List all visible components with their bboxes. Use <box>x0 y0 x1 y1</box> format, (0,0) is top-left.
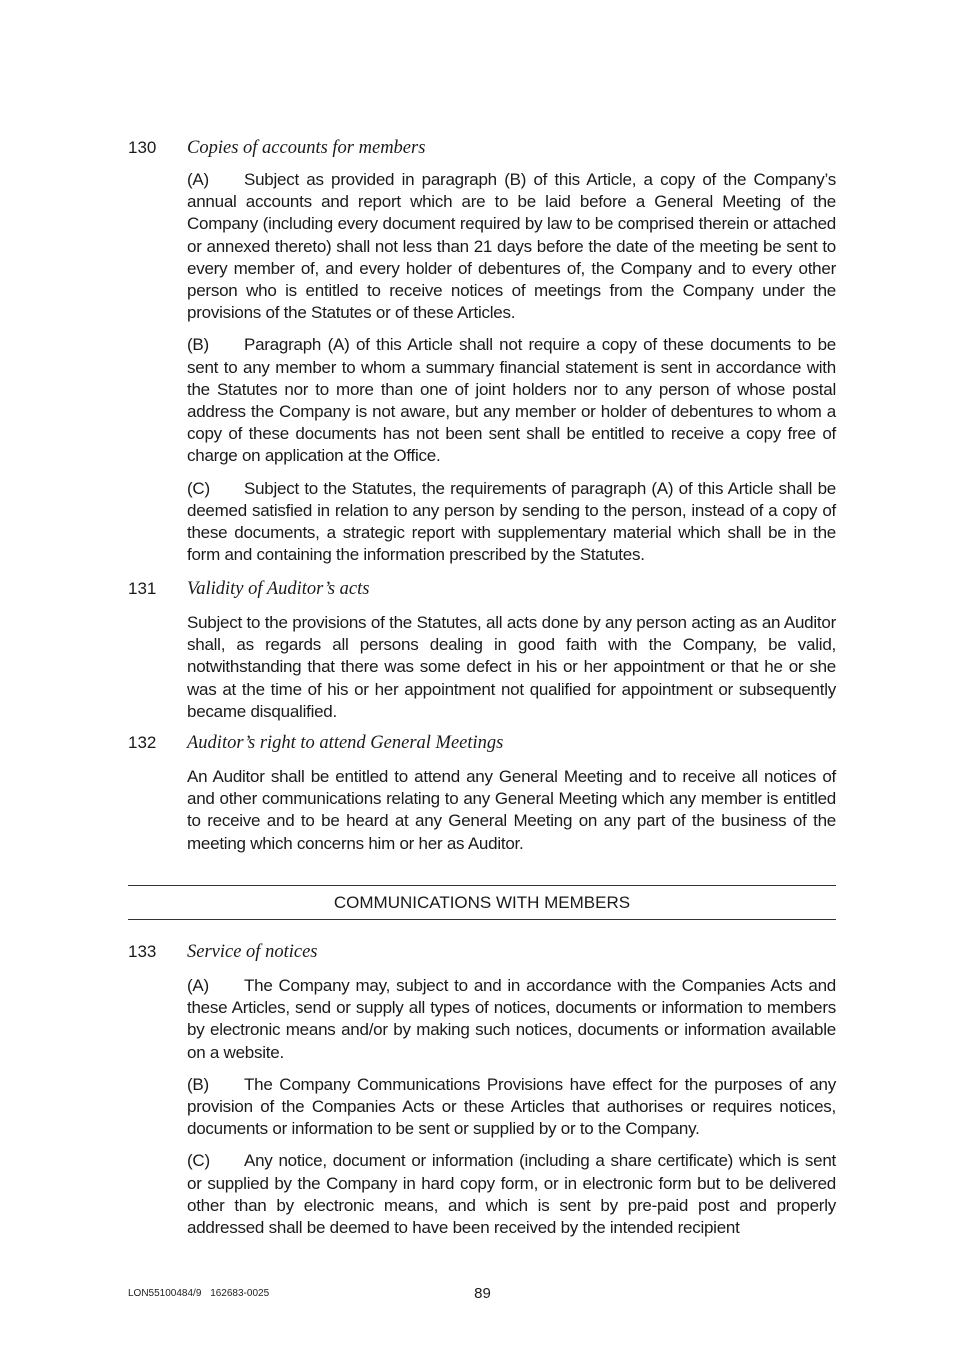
article-number: 131 <box>128 579 157 598</box>
paragraph-text: Subject to the provisions of the Statutes, all acts done by any person acting as an Auditor shall, as regards all persons dealing in good faith with the Company, be valid, notwithstanding that there was some defect in his or her appointment or that he or she was at the time of his or her appointment not qualified for appointment or subsequently became disqualified. <box>187 613 836 721</box>
paragraph-label: (B) <box>187 1074 209 1094</box>
page-number: 89 <box>474 1285 491 1302</box>
article-title: Validity of Auditor’s acts <box>187 579 370 599</box>
section-heading-text: COMMUNICATIONS WITH MEMBERS <box>333 892 631 912</box>
paragraph-a <box>187 169 836 324</box>
article-heading <box>128 579 836 603</box>
article-132 <box>128 733 836 855</box>
paragraph-b <box>187 334 836 467</box>
paragraph-b <box>187 1074 836 1141</box>
paragraph-label: (B) <box>187 335 209 355</box>
article-body <box>187 612 836 723</box>
article-title: Auditor’s right to attend General Meetings <box>187 733 504 753</box>
paragraph-text: Subject as provided in paragraph (B) of this Article, a copy of the Company’s annual accounts and report which are to be laid before a General Meeting of the Company (including every document required by law to be comprised therein or attached or annexed thereto) shall not less than 21 days before the date of the meeting be sent to every member of, and every holder of debentures of, the Company and to every other person who is entitled to receive notices of meetings from the Company under the provisions of the Statutes or of these Articles. <box>187 170 836 323</box>
article-heading <box>128 942 836 966</box>
paragraph-text: The Company Communications Provisions have effect for the purposes of any provision of the Companies Acts or these Articles that authorises or requires notices, documents or information to be sent or supplied by or to the Company. <box>187 1074 836 1139</box>
article-number: 130 <box>128 138 157 157</box>
section-heading <box>128 885 836 920</box>
paragraph-c <box>187 478 836 567</box>
paragraph-c <box>187 1150 836 1239</box>
paragraph-label: (A) <box>187 976 209 995</box>
paragraph-text: Subject to the Statutes, the requirements of paragraph (A) of this Article shall be deemed satisfied in relation to any person by sending to the person, instead of a copy of these documents, a strategic report with supplementary material which shall be in the form and containing the information prescribed by the Statutes. <box>187 478 836 565</box>
paragraph-label: (A) <box>187 170 209 189</box>
article-133 <box>128 942 836 1239</box>
paragraph-label: (C) <box>187 478 210 498</box>
article-number: 132 <box>128 733 157 752</box>
matter-ref: 162683-0025 <box>210 1288 270 1299</box>
article-heading <box>128 733 836 757</box>
article-title: Service of notices <box>187 942 318 962</box>
article-title: Copies of accounts for members <box>187 138 426 158</box>
paragraph-label: (C) <box>187 1151 210 1171</box>
paragraph-text: An Auditor shall be entitled to attend any General Meeting and to receive all notices of and other communications relating to any General Meeting which any member is entitled to receive and to be heard at any General Meeting on any part of the business of the meeting which concerns him or her as Auditor. <box>187 767 836 853</box>
paragraph-text: The Company may, subject to and in accordance with the Companies Acts and these Articles, send or supply all types of notices, documents or information to members by electronic means and/or by making such notices, documents or information available on a website. <box>187 976 836 1062</box>
article-heading <box>128 138 836 162</box>
paragraph-text: Any notice, document or information (including a share certificate) which is sent or supplied by the Company in hard copy form, or in electronic form but to be delivered other than by electronic means, and which is sent by pre-paid post and properly addressed shall be deemed to have been received by the intended recipient <box>187 1151 836 1238</box>
article-body <box>187 766 836 855</box>
article-number: 133 <box>128 942 157 961</box>
paragraph-text: Paragraph (A) of this Article shall not require a copy of these documents to be sent to any member to whom a summary financial statement is sent in accordance with the Statutes nor to more than one of joint holders nor to any person of whose postal address the Company is not aware, but any member or holder of debentures to whom a copy of these documents has not been sent shall be entitled to receive a copy free of charge on application at the Office. <box>187 335 836 466</box>
paragraph-a <box>187 975 836 1064</box>
article-131 <box>128 579 836 723</box>
article-130 <box>128 138 836 566</box>
doc-ref: LON55100484/9 <box>128 1288 202 1299</box>
